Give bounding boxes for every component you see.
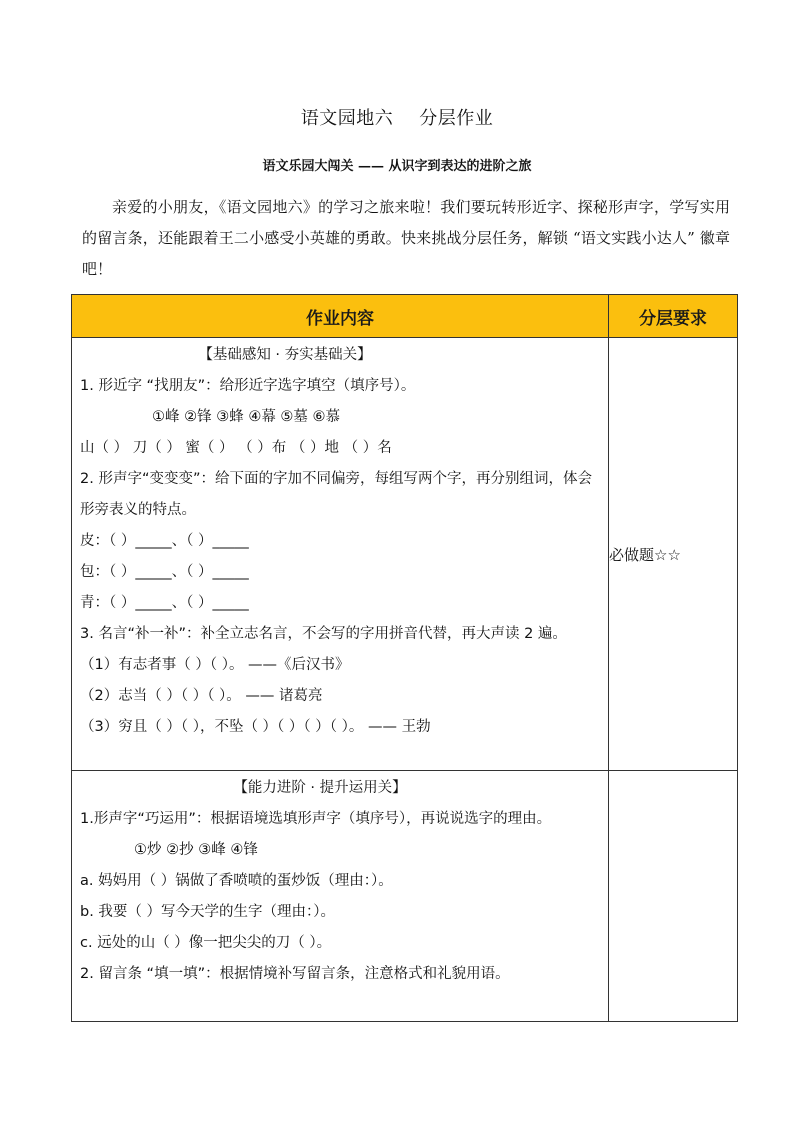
title-part-2: 分层作业 <box>419 108 494 129</box>
task-3-instruction: 3. 名言“补一补”：补全立志名言，不会写的字用拼音代替，再大声读 2 遍。 <box>80 626 567 642</box>
task-1-instruction: 1. 形近字 “找朋友”：给形近字选字填空（填序号）。 <box>80 378 416 394</box>
quote-2: （2）志当（ ）（ ）（ ）。 —— 诸葛亮 <box>80 688 323 704</box>
homework-table <box>71 294 738 1022</box>
adv-task-1-options: ①炒 ②抄 ③峰 ④锋 <box>134 842 258 858</box>
task-2-bao: 包：（ ）_____、（ ）_____ <box>80 564 249 580</box>
adv-task-1-a: a. 妈妈用（ ）锅做了香喷喷的蛋炒饭（理由：）。 <box>80 873 393 889</box>
header-requirement: 分层要求 <box>609 295 738 338</box>
task-1-blanks: 山（ ） 刀（ ） 蜜（ ） （ ）布 （ ）地 （ ）名 <box>80 440 392 456</box>
adv-task-2-instruction: 2. 留言条 “填一填”：根据情境补写留言条，注意格式和礼貌用语。 <box>80 966 510 982</box>
adv-task-1-c: c. 远处的山（ ）像一把尖尖的刀（ ）。 <box>80 935 332 951</box>
task-1-options: ①峰 ②锋 ③蜂 ④幕 ⑤墓 ⑥慕 <box>152 409 341 425</box>
adv-task-1-b: b. 我要（ ）写今天学的生字（理由：）。 <box>80 904 336 920</box>
quote-3: （3）穷且（ ）（ ），不坠（ ）（ ）（ ）（ ）。 —— 王勃 <box>80 719 431 735</box>
quote-1: （1）有志者事（ ）（ ）。 ——《后汉书》 <box>80 657 350 673</box>
intro-paragraph: 亲爱的小朋友，《语文园地六》的学习之旅来啦！我们要玩转形近字、探秘形声字，学写实用的留言条，还能跟着王二小感受小英雄的勇敢。快来挑战分层任务，解锁 “语文实践小达人” 徽章吧！ <box>82 198 730 278</box>
task-2-qing: 青：（ ）_____、（ ）_____ <box>80 595 249 611</box>
table-header-row <box>72 295 738 338</box>
table-row-basic <box>72 338 738 771</box>
section-title-advanced: 【能力进阶 · 提升运用关】 <box>233 780 407 796</box>
advanced-content-cell <box>72 771 609 1022</box>
section-title-basic: 【基础感知 · 夯实基础关】 <box>198 347 372 363</box>
table-row-advanced <box>72 771 738 1022</box>
advanced-requirement-cell <box>609 771 738 1022</box>
task-2-instruction: 2. 形声字“变变变”：给下面的字加不同偏旁，每组写两个字，再分别组词，体会形旁表义的特点。 <box>80 471 592 518</box>
page-title <box>0 104 794 130</box>
adv-task-1-instruction: 1.形声字“巧运用”：根据语境选填形声字（填序号），再说说选字的理由。 <box>80 811 552 827</box>
task-2-pi: 皮：（ ）_____、（ ）_____ <box>80 533 249 549</box>
basic-content-cell <box>72 338 609 771</box>
basic-requirement-cell: 必做题☆☆ <box>609 338 738 771</box>
page-subtitle: 语文乐园大闯关 —— 从识字到表达的进阶之旅 <box>262 159 532 174</box>
header-content: 作业内容 <box>72 295 609 338</box>
title-part-1: 语文园地六 <box>300 108 394 129</box>
